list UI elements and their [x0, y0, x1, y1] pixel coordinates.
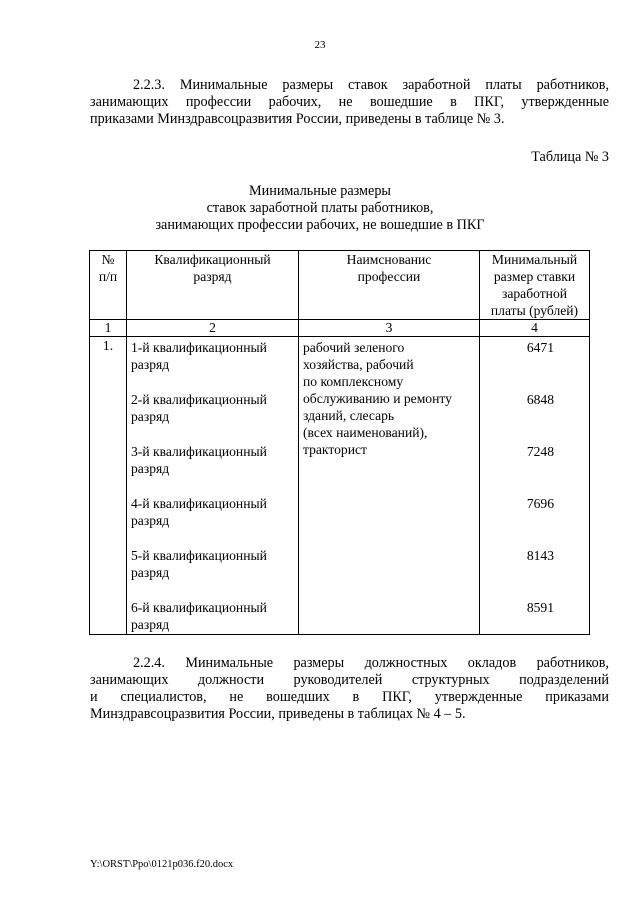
grade-item: 4-й квалификационный разряд — [131, 496, 267, 528]
row-number: 1. — [90, 337, 127, 635]
paragraph-2-2-3 — [90, 77, 609, 128]
paragraph-line: занимающих профессии рабочих, не вошедшие в ПКГ, утвержденные — [90, 94, 609, 110]
paragraph-2-2-4 — [90, 655, 609, 723]
column-number: 3 — [299, 320, 480, 337]
rate-value: 7696 — [526, 496, 554, 511]
paragraph-line: приказами Минздравсоцразвития России, приведены в таблице № 3. — [90, 111, 505, 127]
rates-cell — [480, 337, 590, 635]
grade-item: 6-й квалификационный разряд — [131, 600, 267, 632]
grade-item: 1-й квалификационный разряд — [131, 340, 267, 372]
header-rate: Минимальный размер ставки заработной платы (рублей) — [480, 251, 590, 320]
table-title-line: ставок заработной платы работников, — [206, 200, 434, 216]
table-row — [90, 337, 590, 635]
rate-value: 8591 — [526, 600, 554, 615]
paragraph-line: 2.2.3. Минимальные размеры ставок заработной платы работников, — [133, 77, 609, 93]
column-number: 2 — [127, 320, 299, 337]
wage-table — [89, 250, 590, 635]
header-profession: Наимснованис профессии — [299, 251, 480, 320]
paragraph-line: занимающих должности руководителей структурных подразделений — [90, 672, 609, 688]
table-header-row — [90, 251, 590, 320]
table-title — [0, 183, 640, 234]
header-number: № п/п — [90, 251, 127, 320]
rate-value: 6848 — [526, 392, 554, 407]
grade-item: 5-й квалификационный разряд — [131, 548, 267, 580]
column-number-row — [90, 320, 590, 337]
rate-value: 8143 — [526, 548, 554, 563]
column-number: 4 — [480, 320, 590, 337]
grade-item: 2-й квалификационный разряд — [131, 392, 267, 424]
paragraph-line: Минздравсоцразвития России, приведены в таблицах № 4 – 5. — [90, 706, 466, 722]
page-number: 23 — [314, 39, 326, 51]
paragraph-line: и специалистов, не вошедших в ПКГ, утвержденные приказами — [90, 689, 609, 705]
file-path-footer: Y:\ORST\Ppo\0121p036.f20.docx — [90, 859, 234, 870]
profession-cell: рабочий зеленого хозяйства, рабочий по комплексному обслуживанию и ремонту зданий, слесарь (всех наименований), тракторист — [299, 337, 480, 635]
table-title-line: Минимальные размеры — [249, 183, 391, 199]
grade-item: 3-й квалификационный разряд — [131, 444, 267, 476]
rate-value: 7248 — [526, 444, 554, 459]
column-number: 1 — [90, 320, 127, 337]
grades-cell — [127, 337, 299, 635]
rate-value: 6471 — [526, 340, 554, 355]
table-title-line: занимающих профессии рабочих, не вошедшие в ПКГ — [155, 217, 485, 233]
header-grade: Квалификационный разряд — [127, 251, 299, 320]
paragraph-line: 2.2.4. Минимальные размеры должностных окладов работников, — [133, 655, 609, 671]
table-label: Таблица № 3 — [531, 149, 609, 165]
